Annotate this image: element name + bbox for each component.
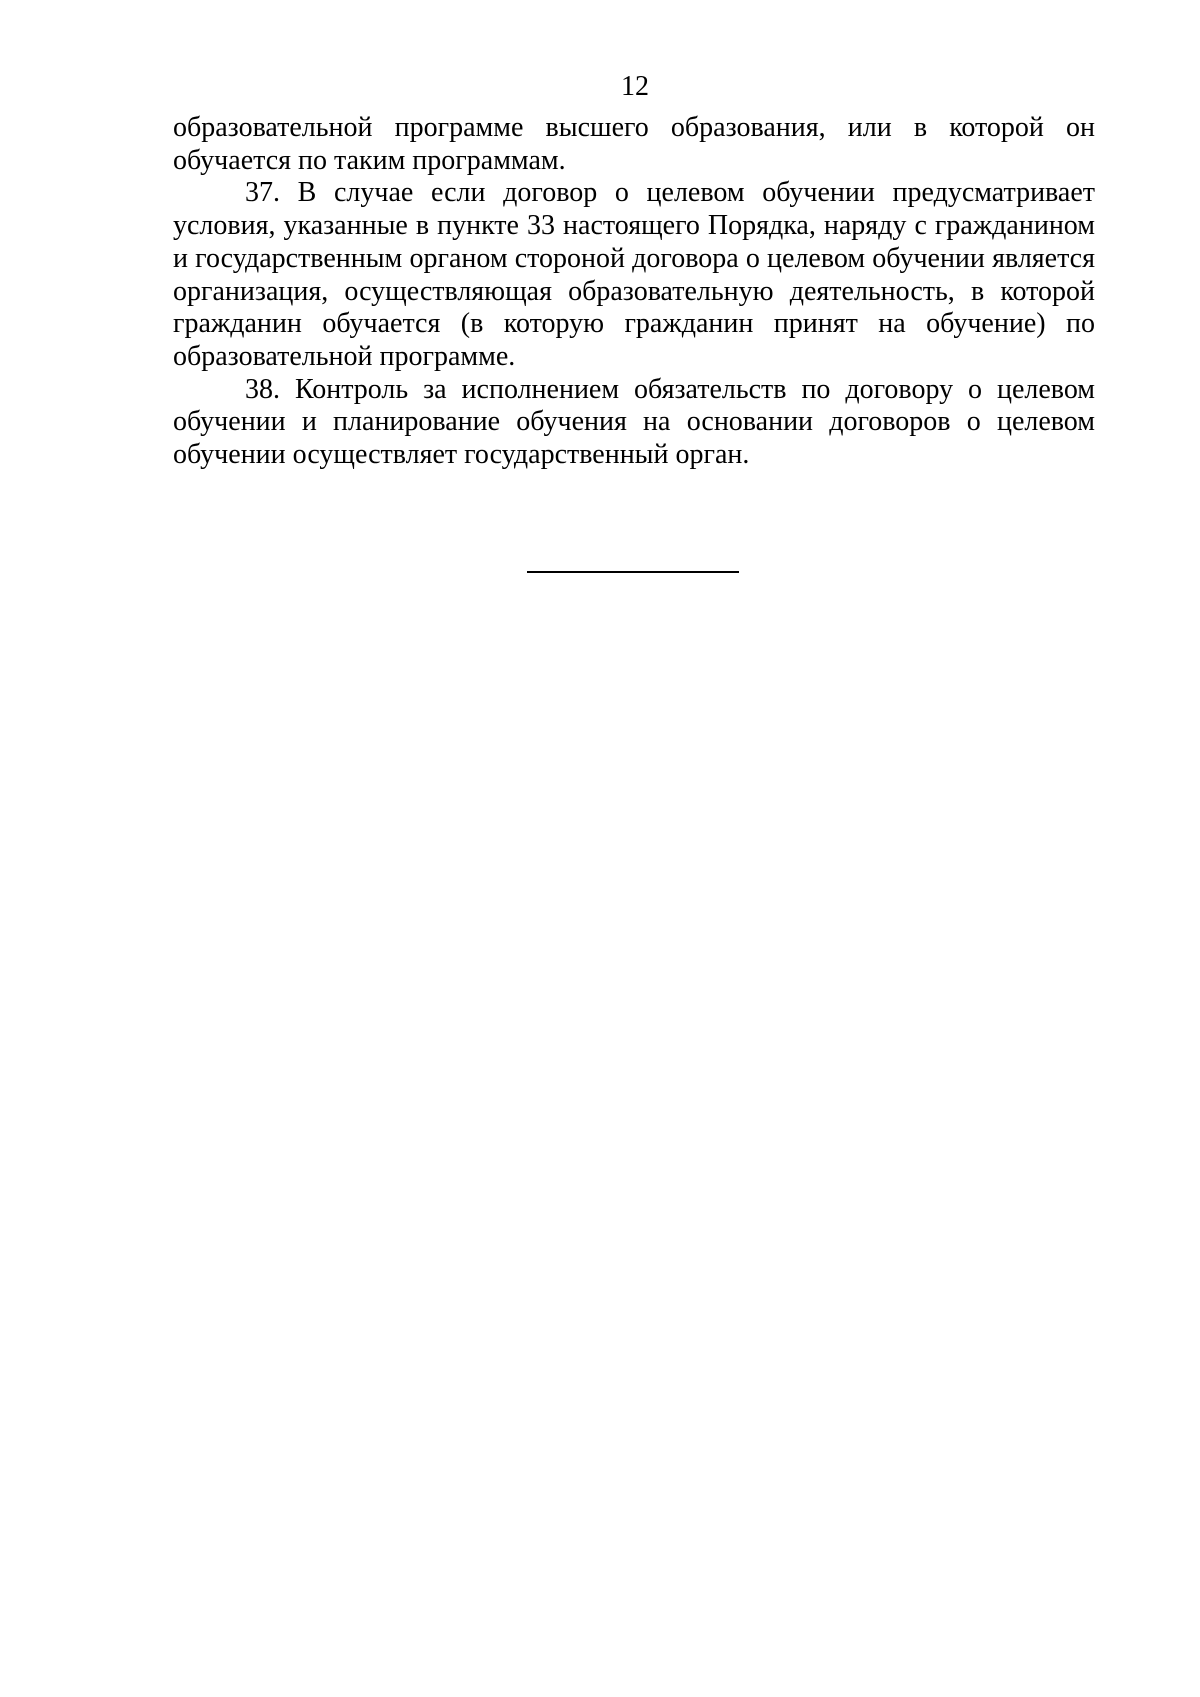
document-body (173, 112, 1095, 472)
paragraph-37: 37. В случае если договор о целевом обучении предусматривает условия, указанные в пункте 33 настоящего Порядка, наряду с гражданином и государственным органом стороной договора о целевом обучении является организация, осуществляющая образовательную деятельность, в которой гражданин обучается (в которую гражданин принят на обучение) по образовательной программе. (173, 177, 1095, 372)
end-of-document-rule (527, 571, 739, 573)
page-number: 12 (621, 71, 649, 102)
paragraph-continuation: образовательной программе высшего образования, или в которой он обучается по таким программам. (173, 112, 1095, 176)
paragraph-38: 38. Контроль за исполнением обязательств по договору о целевом обучении и планирование обучения на основании договоров о целевом обучении осуществляет государственный орган. (173, 373, 1095, 471)
